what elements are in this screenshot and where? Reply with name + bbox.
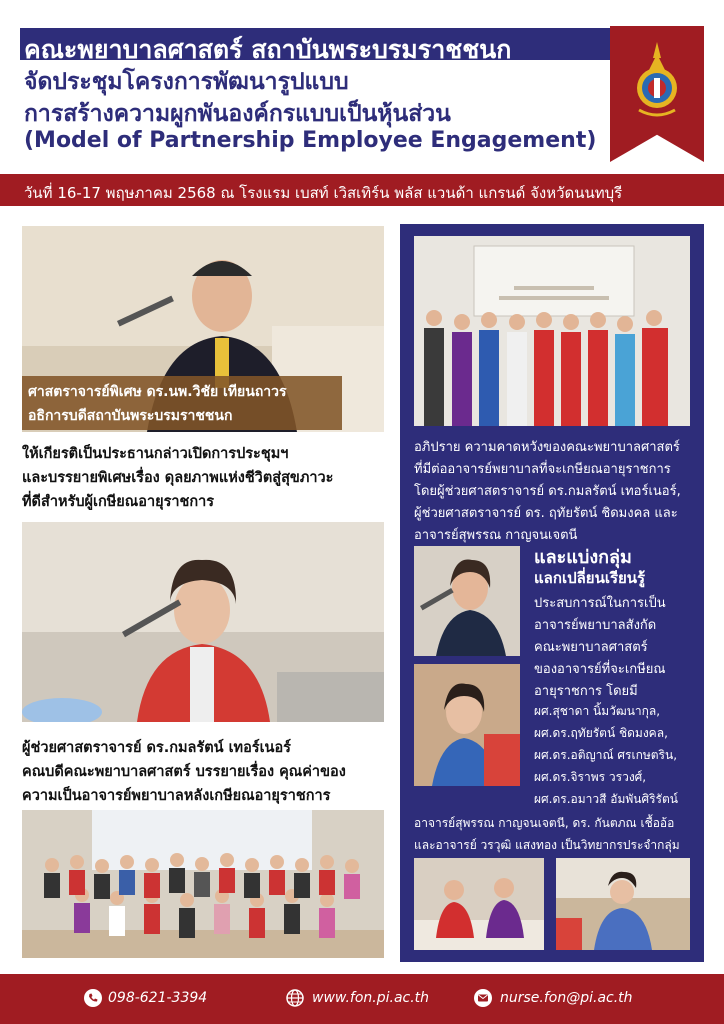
- discussion-text-4: ผู้ช่วยศาสตราจารย์ ดร. ฤทัยรัตน์ ชิดมงคล และ: [414, 506, 678, 521]
- text2-line3: ความเป็นอาจารย์พยาบาลหลังเกษียณอายุราชการ: [22, 788, 331, 804]
- share-text-7: ผศ.ดร.ฤทัยรัตน์ ชิดมงคล,: [534, 726, 668, 740]
- share-text-9: ผศ.ดร.จิราพร วรวงศ์,: [534, 770, 647, 784]
- subtitle-line-1: จัดประชุมโครงการพัฒนารูปแบบ: [24, 69, 349, 95]
- section-heading-1: และแบ่งกลุ่ม: [534, 547, 632, 568]
- share-text-2: อาจารย์พยาบาลสังกัด: [534, 618, 657, 633]
- footer-website: www.fon.pi.ac.th: [312, 990, 430, 1006]
- group-share-photo-2: [414, 664, 520, 786]
- group-share-photo-1: [414, 546, 520, 656]
- facilitators-text-1: อาจารย์สุพรรณ กาญจนเจตนี, ดร. กันตภณ เชื้ออ้อ: [414, 816, 675, 830]
- section-heading-2: แลกเปลี่ยนเรียนรู้: [534, 569, 646, 587]
- share-text-5: อายุราชการ โดยมี: [534, 684, 638, 699]
- footer-phone: 098-621-3394: [108, 990, 208, 1006]
- share-text-4: ของอาจารย์ที่จะเกษียณ: [534, 662, 666, 677]
- discussion-text-2: ที่มีต่ออาจารย์พยาบาลที่จะเกษียณอายุราชการ: [414, 462, 671, 477]
- facilitators-text-2: และอาจารย์ วรวุฒิ แสงทอง เป็นวิทยากรประจำกลุ่ม: [414, 838, 680, 852]
- group-share-photo-3: [414, 858, 544, 950]
- institute-emblem-icon: [627, 40, 687, 120]
- discussion-text-1: อภิปราย ความคาดหวังของคณะพยาบาลศาสตร์: [414, 440, 680, 455]
- text2-line2: คณบดีคณะพยาบาลศาสตร์ บรรยายเรื่อง คุณค่าของ: [22, 764, 346, 780]
- text1-line3: ที่ดีสำหรับผู้เกษียณอายุราชการ: [22, 494, 215, 510]
- event-date-location: วันที่ 16-17 พฤษภาคม 2568 ณ โรงแรม เบสท์ เวิสเทิร์น พลัส แวนด้า แกรนด์ จังหวัดนนทบุรี: [24, 184, 623, 202]
- phone-icon: [84, 989, 102, 1007]
- globe-icon: [286, 989, 304, 1007]
- text1-line1: ให้เกียรติเป็นประธานกล่าวเปิดการประชุมฯ: [22, 446, 289, 462]
- footer-email: nurse.fon@pi.ac.th: [500, 990, 633, 1006]
- caption-name: ศาสตราจารย์พิเศษ ดร.นพ.วิชัย เทียนถาวร: [28, 384, 287, 400]
- text2-line1: ผู้ช่วยศาสตราจารย์ ดร.กมลรัตน์ เทอร์เนอร์: [22, 740, 291, 756]
- share-text-8: ผศ.ดร.อติญาณ์ ศรเกษตริน,: [534, 748, 678, 762]
- share-text-6: ผศ.สุชาดา นิ้มวัฒนากุล,: [534, 704, 661, 718]
- share-text-1: ประสบการณ์ในการเป็น: [534, 596, 666, 611]
- subtitle-line-2: การสร้างความผูกพันองค์กรแบบเป็นหุ้นส่วน: [24, 101, 451, 127]
- group-share-photo-4: [556, 858, 690, 950]
- panel-discussion-photo: [414, 236, 690, 426]
- mail-icon: [474, 989, 492, 1007]
- discussion-text-5: อาจารย์สุพรรณ กาญจนเจตนี: [414, 528, 578, 543]
- speaker-photo-2: [22, 522, 384, 722]
- group-photo: [22, 810, 384, 958]
- discussion-text-3: โดยผู้ช่วยศาสตราจารย์ ดร.กมลรัตน์ เทอร์เนอร์,: [414, 484, 681, 499]
- text1-line2: และบรรยายพิเศษเรื่อง ดุลยภาพแห่งชีวิตสู่สุขภาวะ: [22, 470, 334, 486]
- subtitle-english: (Model of Partnership Employee Engagement): [24, 128, 597, 153]
- share-text-10: ผศ.ดร.อมาวสี อัมพันศิริรัตน์: [534, 792, 678, 806]
- caption-position: อธิการบดีสถาบันพระบรมราชชนก: [28, 408, 233, 424]
- share-text-3: คณะพยาบาลศาสตร์: [534, 640, 648, 655]
- page-title: คณะพยาบาลศาสตร์ สถาบันพระบรมราชชนก: [24, 35, 512, 64]
